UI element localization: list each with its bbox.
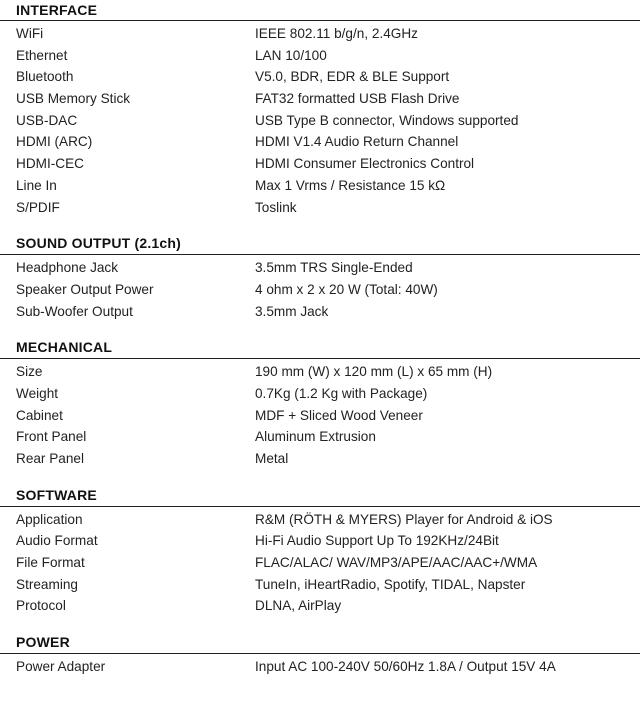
spec-value: Metal [255, 451, 289, 466]
spec-row [0, 45, 640, 67]
spec-value: Input AC 100-240V 50/60Hz 1.8A / Output 15V 4A [255, 659, 556, 675]
spec-label: Power Adapter [16, 659, 106, 675]
spec-value: Toslink [255, 199, 297, 215]
spec-value: DLNA, AirPlay [255, 598, 342, 614]
spec-label: USB-DAC [16, 112, 78, 128]
spec-value: 0.7Kg (1.2 Kg with Package) [255, 385, 428, 401]
spec-row [0, 175, 640, 197]
spec-row [0, 574, 640, 596]
spec-row [0, 448, 640, 470]
spec-label: Weight [16, 385, 59, 401]
spec-label: WiFi [16, 26, 44, 41]
spec-row [0, 383, 640, 405]
section-title: SOUND OUTPUT (2.1ch) [0, 232, 640, 255]
section-sound-output [0, 232, 640, 322]
section-title: MECHANICAL [0, 336, 640, 359]
spec-rows [0, 654, 640, 678]
section-gap [0, 322, 640, 336]
spec-label: USB Memory Stick [16, 91, 131, 107]
spec-label: Headphone Jack [16, 260, 119, 276]
spec-label: S/PDIF [16, 199, 60, 215]
section-software [0, 484, 640, 617]
spec-value: Max 1 Vrms / Resistance 15 kΩ [255, 177, 446, 193]
spec-value: 4 ohm x 2 x 20 W (Total: 40W) [255, 281, 438, 297]
spec-rows [0, 359, 640, 469]
spec-row [0, 530, 640, 552]
spec-label: Protocol [16, 598, 66, 614]
spec-row [0, 23, 640, 45]
spec-label: Streaming [16, 576, 78, 592]
section-gap [0, 470, 640, 484]
spec-row [0, 257, 640, 279]
spec-label: File Format [16, 555, 85, 571]
spec-row [0, 197, 640, 219]
spec-value: Hi-Fi Audio Support Up To 192KHz/24Bit [255, 533, 499, 549]
spec-row [0, 509, 640, 531]
spec-value: Aluminum Extrusion [255, 429, 376, 445]
spec-row [0, 595, 640, 617]
spec-row [0, 405, 640, 427]
spec-row [0, 131, 640, 153]
spec-label: Front Panel [16, 429, 87, 445]
spec-value: 3.5mm TRS Single-Ended [255, 260, 413, 276]
section-mechanical [0, 336, 640, 469]
spec-row [0, 66, 640, 88]
spec-label: Cabinet [16, 407, 63, 423]
spec-rows [0, 255, 640, 322]
spec-value: USB Type B connector, Windows supported [255, 112, 519, 128]
spec-row [0, 279, 640, 301]
spec-label: Audio Format [16, 533, 98, 549]
section-gap [0, 218, 640, 232]
spec-label: Speaker Output Power [16, 281, 154, 297]
spec-row [0, 153, 640, 175]
spec-label: Size [16, 364, 43, 380]
spec-row [0, 552, 640, 574]
spec-row [0, 361, 640, 383]
spec-label: Ethernet [16, 47, 68, 63]
spec-value: LAN 10/100 [255, 47, 327, 63]
spec-value: FAT32 formatted USB Flash Drive [255, 91, 460, 107]
spec-label: Sub-Woofer Output [16, 303, 133, 319]
spec-label: Line In [16, 177, 57, 193]
section-title: SOFTWARE [0, 484, 640, 507]
section-title: INTERFACE [0, 0, 640, 21]
spec-row [0, 656, 640, 678]
spec-label: Application [16, 511, 83, 527]
spec-row [0, 88, 640, 110]
spec-value: TuneIn, iHeartRadio, Spotify, TIDAL, Napster [255, 576, 526, 592]
spec-value: HDMI V1.4 Audio Return Channel [255, 134, 459, 150]
spec-value: FLAC/ALAC/ WAV/MP3/APE/AAC/AAC+/WMA [255, 555, 538, 571]
section-gap [0, 617, 640, 631]
spec-value: 190 mm (W) x 120 mm (L) x 65 mm (H) [255, 364, 493, 380]
spec-value: R&M (RÖTH & MYERS) Player for Android & iOS [255, 511, 553, 527]
section-interface [0, 0, 640, 218]
spec-value: HDMI Consumer Electronics Control [255, 156, 475, 172]
spec-row [0, 426, 640, 448]
section-power [0, 631, 640, 678]
spec-value: MDF + Sliced Wood Veneer [255, 407, 423, 423]
spec-label: Bluetooth [16, 69, 74, 85]
spec-rows [0, 21, 640, 218]
spec-row [0, 110, 640, 132]
spec-value: V5.0, BDR, EDR & BLE Support [255, 69, 450, 85]
spec-row [0, 301, 640, 323]
spec-label: HDMI (ARC) [16, 134, 93, 150]
section-title: POWER [0, 631, 640, 654]
spec-value: IEEE 802.11 b/g/n, 2.4GHz [255, 26, 418, 41]
spec-label: HDMI-CEC [16, 156, 84, 172]
spec-rows [0, 507, 640, 617]
spec-value: 3.5mm Jack [255, 303, 329, 319]
spec-label: Rear Panel [16, 451, 85, 466]
